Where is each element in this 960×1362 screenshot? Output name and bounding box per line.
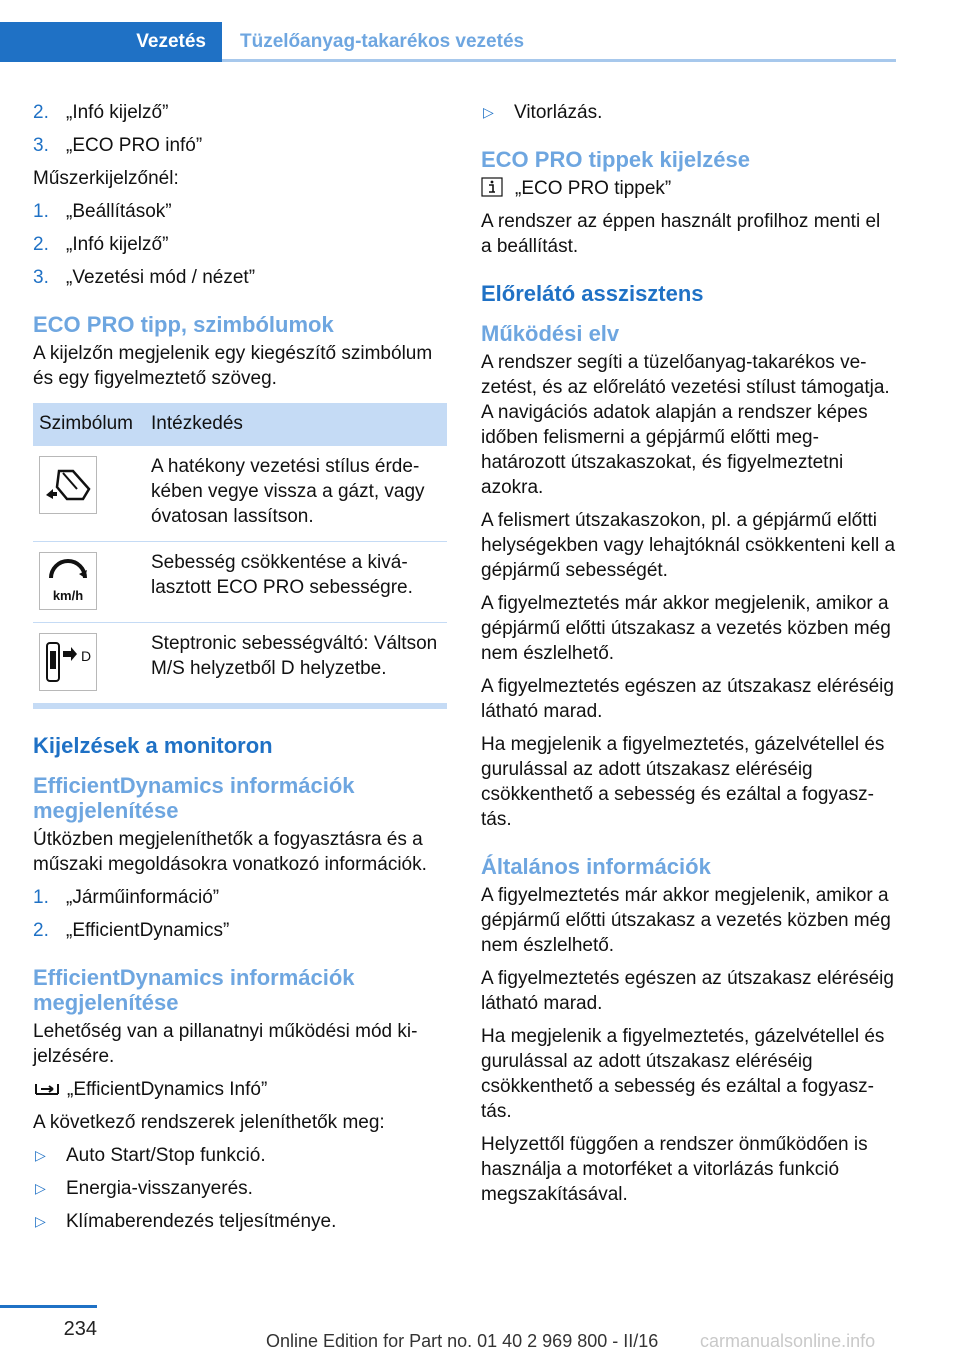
header-rule (222, 59, 896, 62)
section-title[interactable]: Tüzelőanyag-takarékos vezetés (240, 31, 525, 52)
list-item (33, 918, 447, 943)
watermark: carmanualsonline.info (700, 1331, 876, 1351)
table-row (33, 542, 447, 623)
page-header (0, 0, 960, 62)
efficient-dynamics-icon (33, 1080, 61, 1098)
list-text: „Beállítások” (66, 201, 172, 222)
info-icon (481, 177, 509, 195)
heading-altalanos: Általános információk (481, 854, 711, 879)
ed-info-menu-text: „EfficientDynamics Infó” (67, 1079, 268, 1100)
paragraph-eco-pro-tipp: A kijelzőn megjelenik egy kiegészítő szimbólum és egy figyelmeztető szöveg. (33, 343, 433, 389)
list-number: 1. (33, 201, 49, 222)
heading-elorelato: Előrelátó asszisztens (481, 281, 704, 306)
paragraph-alt-1: A figyelmeztetés már akkor megjelenik, amikor a gépjármű előtti útszakasz a vezetés közben még nem észlelhető. (481, 885, 891, 956)
menu-path-list-muszer (33, 199, 447, 290)
list-text: Vitorlázás. (514, 102, 603, 123)
list-text: „EfficientDynamics” (66, 920, 230, 941)
list-text: „Vezetési mód / nézet” (66, 267, 256, 288)
list-item (33, 199, 447, 224)
paragraph-muk-5: Ha megjelenik a figyelmeztetés, gázelvétellel és gurulással az adott útszakasz eléréséig csökkenthető a sebesség és ezáltal a fogyasztás. (481, 734, 885, 830)
speed-reduce-icon (39, 552, 97, 610)
paragraph-alt-3: Ha megjelenik a figyelmeztetés, gázelvétellel és gurulással az adott útszakasz eléréséig csökkenthető a sebesség és ezáltal a fogyasztás. (481, 1026, 885, 1122)
gear-lever-icon (39, 633, 97, 691)
heading-ed-info-2: EfficientDynamics információk megjelenítése (33, 965, 355, 1015)
heading-eco-pro-tippek: ECO PRO tippek kijelzése (481, 147, 750, 172)
list-text: Energia-visszanyerés. (66, 1178, 253, 1199)
paragraph-muk-1: A rendszer segíti a tüzelőanyag-takarékos vezetést, és az előrelátó vezetési stílust támogatja. A navigációs adatok alapján a rendszer képes időben felismerni a gépjármű előtti meghatározott útszakaszokat, és figyelmeztetni azokra. (481, 352, 890, 498)
list-text: „ECO PRO infó” (66, 135, 203, 156)
left-column (33, 100, 447, 1242)
ed-info-menu-line (33, 1077, 447, 1102)
list-text: „Infó kijelző” (66, 234, 169, 255)
icon-label-d: D (80, 648, 92, 664)
paragraph-tippek: A rendszer az éppen használt profilhoz menti el a beállítást. (481, 211, 881, 257)
paragraph-muk-2: A felismert útszakaszokon, pl. a gépjármű előtti helységekben vagy lehajtóknál csökkenteni kell a gépjármű sebességét. (481, 510, 896, 581)
menu-path-list-ed (33, 885, 447, 943)
list-item (33, 1209, 447, 1234)
list-item (33, 1176, 447, 1201)
menu-path-list-top (33, 100, 447, 158)
paragraph-kovetkezo: A következő rendszerek jeleníthetők meg: (33, 1112, 385, 1133)
list-text: Klímaberendezés teljesítménye. (66, 1211, 337, 1232)
chapter-tab[interactable]: Vezetés (0, 22, 222, 62)
list-item (33, 100, 447, 125)
heading-ed-info-1: EfficientDynamics információk megjelenítése (33, 773, 355, 823)
heading-mukodesi-elv: Működési elv (481, 321, 620, 346)
system-bullet-list (33, 1143, 447, 1234)
heading-kijelzesek: Kijelzések a monitoron (33, 733, 273, 758)
symbol-table (33, 403, 447, 704)
list-item (33, 1143, 447, 1168)
list-item (33, 265, 447, 290)
list-item (33, 232, 447, 257)
right-column (481, 100, 896, 1215)
paragraph-muk-3: A figyelmeztetés már akkor megjelenik, amikor a gépjármű előtti útszakasz a vezetés közben még nem észlelhető. (481, 593, 891, 664)
paragraph-alt-4: Helyzettől függően a rendszer önműködően is használja a motorféket a vitorlázás funkció megszakításával. (481, 1134, 868, 1205)
list-item (481, 100, 896, 125)
table-header-action: Intézkedés (145, 403, 447, 446)
list-number: 3. (33, 267, 49, 288)
paragraph-muk-4: A figyelmeztetés egészen az útszakasz eléréséig látható marad. (481, 676, 894, 722)
triangle-bullet-icon: ▷ (35, 1180, 46, 1196)
foot-pedal-icon (39, 456, 97, 514)
list-item (33, 133, 447, 158)
system-bullet-list-cont (481, 100, 896, 125)
list-text: „Járműinformáció” (66, 887, 220, 908)
triangle-bullet-icon: ▷ (35, 1213, 46, 1229)
list-number: 2. (33, 102, 49, 123)
list-text: Auto Start/Stop funkció. (66, 1145, 266, 1166)
page-number: 234 (63, 1318, 97, 1340)
table-header-symbol: Szimbólum (33, 403, 145, 446)
table-row (33, 446, 447, 542)
eco-pro-tippek-menu-line (481, 176, 896, 201)
footer-rule (0, 1305, 97, 1308)
list-number: 2. (33, 234, 49, 255)
list-text: „Infó kijelző” (66, 102, 169, 123)
list-number: 3. (33, 135, 49, 156)
paragraph-alt-2: A figyelmeztetés egészen az útszakasz eléréséig látható marad. (481, 968, 894, 1014)
edition-footer: Online Edition for Part no. 01 40 2 969 800 - II/16 (266, 1331, 659, 1351)
table-cell-action: A hatékony vezetési stílus érdekében vegye vissza a gázt, vagy óvatosan lassítson. (145, 446, 447, 542)
paragraph-muszerkijelzo: Műszerkijelzőnél: (33, 168, 179, 189)
table-row (33, 623, 447, 704)
eco-pro-tippek-menu-text: „ECO PRO tippek” (515, 178, 672, 199)
triangle-bullet-icon: ▷ (483, 104, 494, 120)
icon-label-kmh: km/h (52, 588, 84, 603)
table-bottom-rule (33, 704, 447, 709)
paragraph-ed-info-2: Lehetőség van a pillanatnyi működési mód kijelzésére. (33, 1021, 418, 1067)
paragraph-ed-info-1: Útközben megjeleníthetők a fogyasztásra és a műszaki megoldásokra vonatkozó információk. (33, 829, 427, 875)
triangle-bullet-icon: ▷ (35, 1147, 46, 1163)
list-number: 2. (33, 920, 49, 941)
heading-eco-pro-tipp: ECO PRO tipp, szimbólumok (33, 312, 334, 337)
table-cell-action: Steptronic sebességváltó: Váltson M/S helyzetből D helyzetbe. (145, 623, 447, 704)
table-cell-action: Sebesség csökkentése a kiválasztott ECO PRO sebességre. (145, 542, 447, 623)
list-number: 1. (33, 887, 49, 908)
list-item (33, 885, 447, 910)
